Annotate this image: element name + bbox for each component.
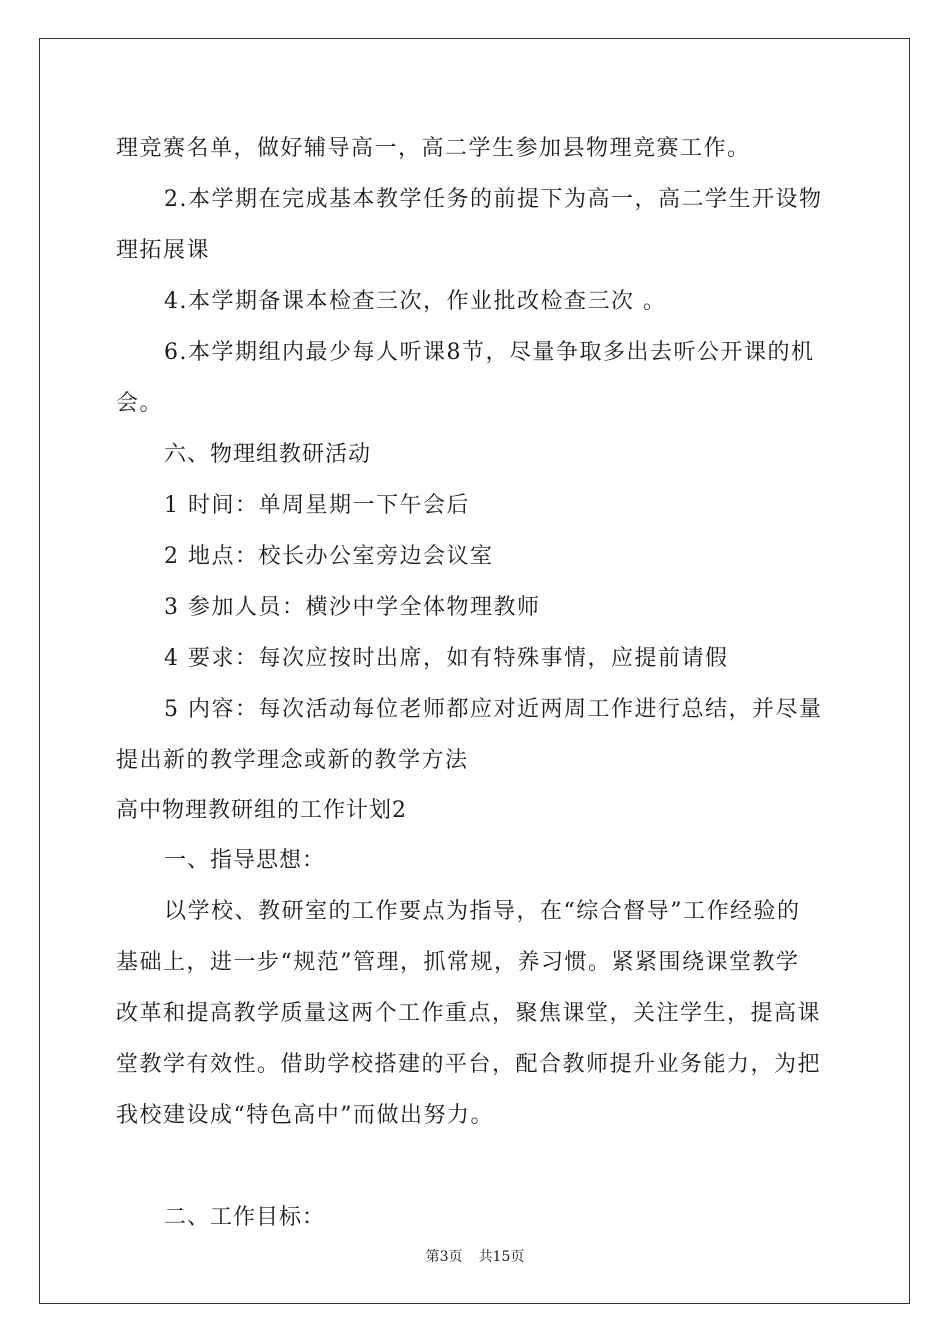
page-total: 共15页 — [478, 1249, 525, 1265]
page-footer — [0, 1246, 950, 1266]
text-line: 提出新的教学理念或新的教学方法 — [116, 748, 469, 773]
text-line: 6.本学期组内最少每人听课8节，尽量争取多出去听公开课的机 — [164, 340, 815, 365]
text-line: 理竞赛名单，做好辅导高一，高二学生参加县物理竞赛工作。 — [116, 136, 751, 161]
text-line: 2 地点：校长办公室旁边会议室 — [164, 544, 494, 569]
section-heading: 二、工作目标： — [164, 1205, 326, 1230]
text-line: 5 内容：每次活动每位老师都应对近两周工作进行总结，并尽量 — [164, 697, 823, 722]
section-heading: 六、物理组教研活动 — [164, 442, 372, 467]
text-line: 堂教学有效性。借助学校搭建的平台，配合教师提升业务能力，为把 — [116, 1052, 822, 1077]
text-line: 4 要求：每次应按时出席，如有特殊事情，应提前请假 — [164, 646, 729, 671]
text-line: 理拓展课 — [116, 238, 211, 263]
text-line: 4.本学期备课本检查三次，作业批改检查三次 。 — [164, 289, 667, 314]
section-heading: 一、指导思想： — [164, 848, 326, 873]
text-line: 3 参加人员：横沙中学全体物理教师 — [164, 595, 541, 620]
document-title: 高中物理教研组的工作计划2 — [116, 798, 407, 823]
text-line: 改革和提高教学质量这两个工作重点，聚焦课堂，关注学生，提高课 — [116, 1001, 822, 1026]
blank-line — [116, 1145, 836, 1196]
document-body — [116, 127, 836, 1247]
text-line: 以学校、教研室的工作要点为指导，在“综合督导”工作经验的 — [164, 899, 801, 924]
text-line: 2.本学期在完成基本教学任务的前提下为高一，高二学生开设物 — [164, 187, 823, 212]
text-line: 基础上，进一步“规范”管理，抓常规，养习惯。紧紧围绕课堂教学 — [116, 950, 800, 975]
page-number: 第3页 — [425, 1249, 463, 1265]
text-line: 我校建设成“特色高中”而做出努力。 — [116, 1103, 494, 1128]
text-line: 会。 — [116, 391, 164, 416]
text-line: 1 时间：单周星期一下午会后 — [164, 493, 470, 518]
